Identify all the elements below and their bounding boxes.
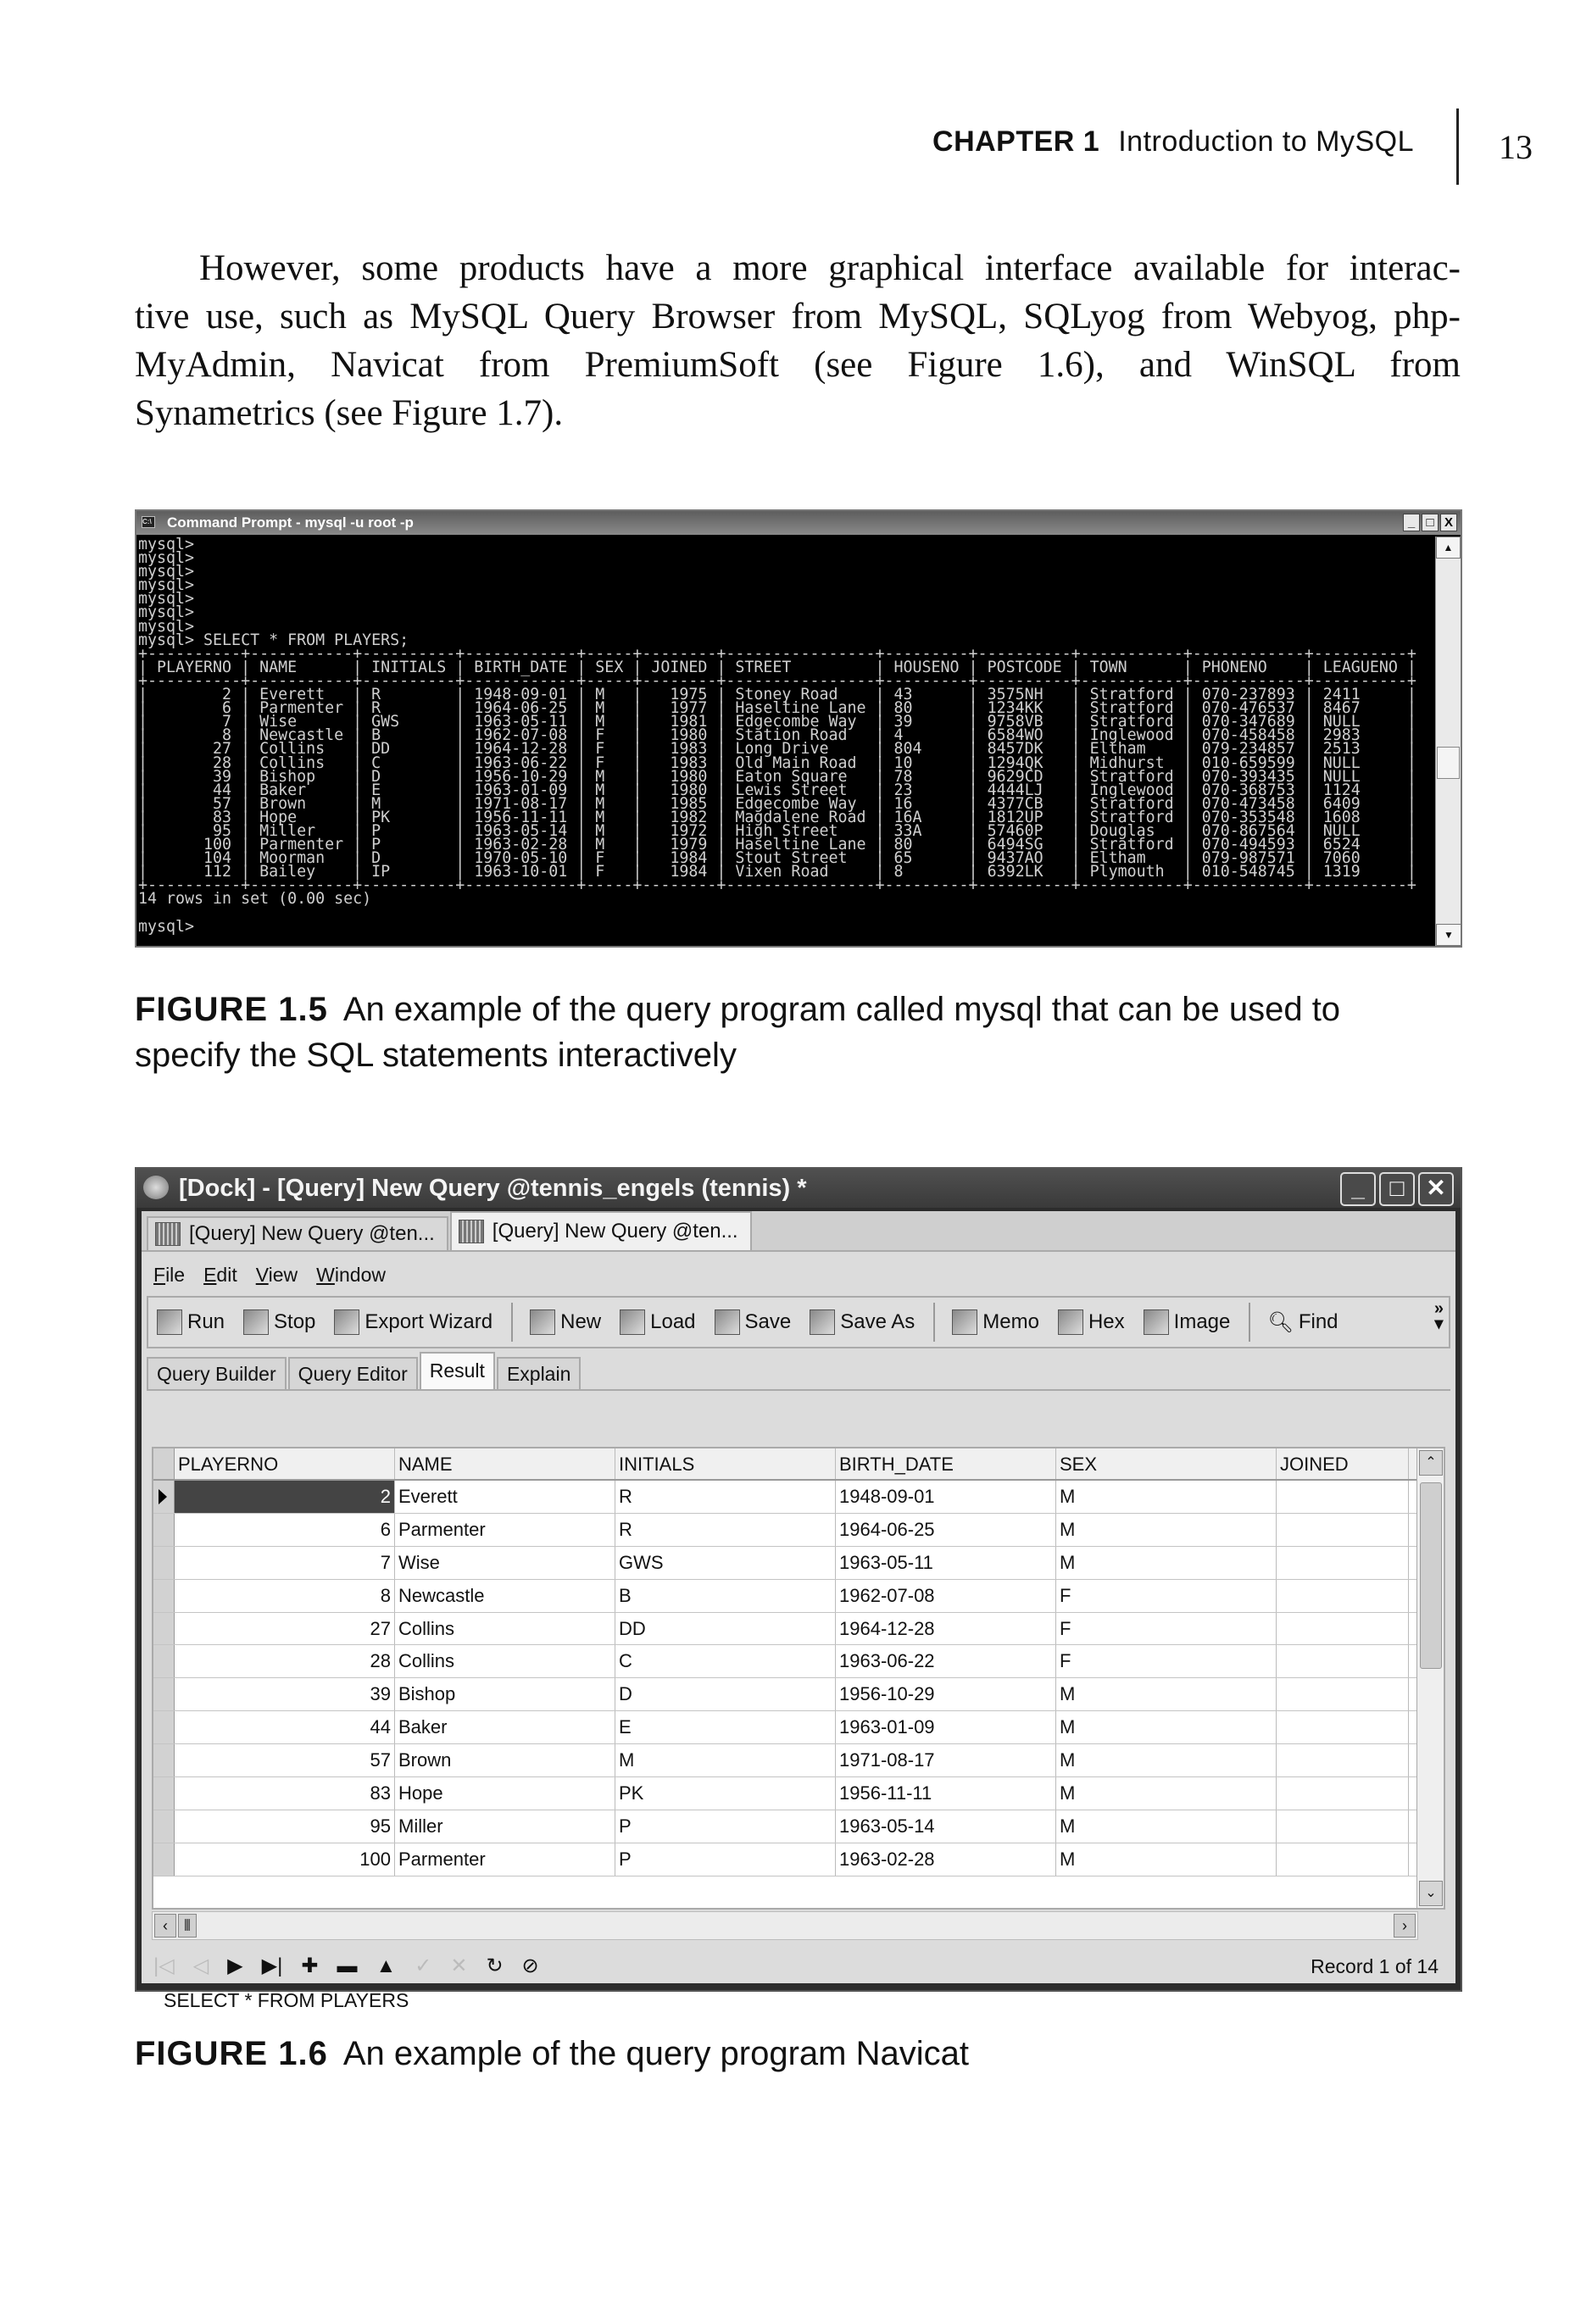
table-row: | 2 | Everett | R | 1948-09-01 | M | 1975 | Stoney Road | 43 | 3575NH | Stratford | 070-237893 | 2411 | bbox=[138, 686, 1416, 704]
label: New bbox=[560, 1310, 602, 1333]
body-paragraph bbox=[135, 244, 1461, 437]
cell-initials[interactable]: M bbox=[615, 1744, 836, 1776]
table-row[interactable] bbox=[153, 1514, 1444, 1547]
toolbar-overflow-button[interactable] bbox=[1434, 1301, 1444, 1332]
paragraph-line: Synametrics (see Figure 1.7). bbox=[135, 393, 564, 433]
scroll-right-icon[interactable]: › bbox=[1394, 1914, 1416, 1938]
document-tabs bbox=[142, 1211, 1455, 1252]
menu-bar bbox=[142, 1252, 1455, 1287]
separator bbox=[933, 1303, 935, 1342]
cell-birth_date[interactable]: 1962-07-08 bbox=[836, 1580, 1056, 1612]
cell-birth_date[interactable]: 1963-01-09 bbox=[836, 1711, 1056, 1743]
cell-playerno[interactable]: 44 bbox=[175, 1711, 395, 1743]
paragraph-line: However, some products have a more graphical interface available for interac- bbox=[199, 248, 1461, 288]
cell-joined[interactable] bbox=[1277, 1547, 1409, 1579]
label: Find bbox=[1298, 1310, 1338, 1333]
scroll-thumb[interactable]: ⦀ bbox=[178, 1914, 197, 1938]
figure-caption bbox=[135, 987, 1340, 1078]
chapter-title: Introduction to MySQL bbox=[1118, 125, 1414, 158]
grid-header bbox=[153, 1448, 1444, 1481]
cell-playerno[interactable]: 57 bbox=[175, 1744, 395, 1776]
cell-birth_date[interactable]: 1963-05-14 bbox=[836, 1810, 1056, 1843]
cell-joined[interactable] bbox=[1277, 1711, 1409, 1743]
save-as-icon bbox=[810, 1309, 835, 1335]
tab-result[interactable]: Result bbox=[420, 1352, 495, 1389]
tab-label: [Query] New Query @ten... bbox=[189, 1222, 435, 1245]
caption-text: An example of the query program called mysql that can be used to bbox=[342, 991, 1341, 1028]
table-row[interactable] bbox=[153, 1613, 1444, 1646]
console-prompt: mysql> bbox=[138, 537, 195, 553]
window-title: [Dock] - [Query] New Query @tennis_engels (tennis) * bbox=[179, 1175, 807, 1202]
doc-tab[interactable] bbox=[147, 1216, 448, 1250]
cell-playerno[interactable]: 8 bbox=[175, 1580, 395, 1612]
cell-playerno[interactable]: 83 bbox=[175, 1777, 395, 1810]
table-row: | 7 | Wise | GWS | 1963-05-11 | M | 1981 | Edgecombe Way | 39 | 9758VB | Stratford | 070-347689 | NULL | bbox=[138, 713, 1416, 731]
cell-name[interactable]: Parmenter bbox=[395, 1514, 615, 1546]
cell-playerno[interactable]: 7 bbox=[175, 1547, 395, 1579]
cell-birth_date[interactable]: 1963-06-22 bbox=[836, 1645, 1056, 1677]
table-row[interactable] bbox=[153, 1843, 1444, 1876]
horizontal-scrollbar[interactable] bbox=[152, 1911, 1418, 1940]
column-header-name[interactable]: NAME bbox=[395, 1448, 615, 1479]
stop-button[interactable] bbox=[243, 1309, 315, 1335]
cell-initials[interactable]: P bbox=[615, 1810, 836, 1843]
cell-playerno[interactable]: 95 bbox=[175, 1810, 395, 1843]
table-row[interactable] bbox=[153, 1645, 1444, 1678]
save-as-button[interactable] bbox=[810, 1309, 915, 1335]
header-divider bbox=[1456, 108, 1459, 185]
console-output[interactable] bbox=[136, 537, 1433, 946]
row-indicator[interactable] bbox=[153, 1580, 175, 1612]
scroll-thumb[interactable] bbox=[1420, 1482, 1442, 1669]
scroll-down-icon[interactable]: ⌄ bbox=[1419, 1881, 1443, 1906]
save-button[interactable] bbox=[715, 1309, 792, 1335]
cell-sex[interactable]: F bbox=[1056, 1613, 1277, 1645]
cell-sex[interactable]: M bbox=[1056, 1843, 1277, 1876]
row-indicator[interactable] bbox=[153, 1711, 175, 1743]
cell-joined[interactable] bbox=[1277, 1645, 1409, 1677]
column-header-joined[interactable]: JOINED bbox=[1277, 1448, 1409, 1479]
table-row: | 27 | Collins | DD | 1964-12-28 | F | 1983 | Long Drive | 804 | 8457DK | Eltham | 079-234857 | 2513 | bbox=[138, 740, 1416, 759]
cell-initials[interactable]: R bbox=[615, 1514, 836, 1546]
console-prompt: mysql> bbox=[138, 917, 195, 936]
cell-joined[interactable] bbox=[1277, 1580, 1409, 1612]
cell-playerno[interactable]: 39 bbox=[175, 1678, 395, 1710]
cell-sex[interactable]: M bbox=[1056, 1777, 1277, 1810]
cell-birth_date[interactable]: 1956-11-11 bbox=[836, 1777, 1056, 1810]
cell-sex[interactable]: F bbox=[1056, 1580, 1277, 1612]
post-record-icon[interactable]: ✓ bbox=[415, 1954, 432, 1977]
title-bar[interactable] bbox=[136, 511, 1461, 535]
tab-explain[interactable]: Explain bbox=[497, 1357, 581, 1389]
cancel-record-icon[interactable]: ✕ bbox=[450, 1954, 468, 1977]
table-row: | 28 | Collins | C | 1963-06-22 | F | 1983 | Old Main Road | 10 | 1294QK | Midhurst | 010-659599 | NULL | bbox=[138, 753, 1416, 772]
row-indicator[interactable] bbox=[153, 1678, 175, 1710]
stop-icon bbox=[243, 1309, 269, 1335]
table-row[interactable] bbox=[153, 1777, 1444, 1810]
toolbar bbox=[147, 1296, 1450, 1348]
cell-sex[interactable]: M bbox=[1056, 1744, 1277, 1776]
blank-line bbox=[138, 907, 1432, 920]
cell-name[interactable]: Newcastle bbox=[395, 1580, 615, 1612]
cell-birth_date[interactable]: 1964-12-28 bbox=[836, 1613, 1056, 1645]
scroll-up-icon[interactable]: ▲ bbox=[1436, 537, 1461, 559]
cell-joined[interactable] bbox=[1277, 1514, 1409, 1546]
grid-vertical-scrollbar[interactable] bbox=[1416, 1448, 1444, 1908]
cell-playerno[interactable]: 2 bbox=[175, 1481, 395, 1513]
label: Memo bbox=[982, 1310, 1039, 1333]
column-header-initials[interactable]: INITIALS bbox=[615, 1448, 836, 1479]
find-button[interactable] bbox=[1267, 1310, 1338, 1335]
label: Image bbox=[1173, 1310, 1231, 1333]
minimize-button[interactable]: _ bbox=[1403, 514, 1420, 531]
command-prompt-window bbox=[135, 509, 1462, 948]
cell-playerno[interactable]: 27 bbox=[175, 1613, 395, 1645]
navicat-window bbox=[135, 1167, 1462, 2011]
cell-name[interactable]: Collins bbox=[395, 1613, 615, 1645]
label: Run bbox=[187, 1310, 225, 1333]
cell-name[interactable]: Wise bbox=[395, 1547, 615, 1579]
cell-initials[interactable]: R bbox=[615, 1481, 836, 1513]
folder-icon bbox=[620, 1309, 645, 1335]
caption-text: An example of the query program Navicat bbox=[342, 2035, 969, 2072]
cell-initials[interactable]: B bbox=[615, 1580, 836, 1612]
cell-name[interactable]: Collins bbox=[395, 1645, 615, 1677]
column-header-sex[interactable]: SEX bbox=[1056, 1448, 1277, 1479]
table-row: | 100 | Parmenter | P | 1963-02-28 | M | 1979 | Haseltine Lane | 80 | 6494SG | Stratford | 070-494593 | 6524 | bbox=[138, 836, 1416, 854]
cell-joined[interactable] bbox=[1277, 1678, 1409, 1710]
hex-icon bbox=[1058, 1309, 1083, 1335]
title-bar[interactable] bbox=[136, 1169, 1461, 1208]
table-row: | 83 | Hope | PK | 1956-11-11 | M | 1982 | Magdalene Road | 16A | 1812UP | Stratford | 070-353548 | 1608 | bbox=[138, 808, 1416, 826]
edit-record-icon[interactable]: ▲ bbox=[376, 1954, 397, 1977]
separator bbox=[511, 1303, 513, 1342]
close-button[interactable]: X bbox=[1440, 514, 1457, 531]
cell-name[interactable]: Everett bbox=[395, 1481, 615, 1513]
figure-label: FIGURE 1.5 bbox=[135, 991, 328, 1028]
export-icon bbox=[334, 1309, 359, 1335]
cell-birth_date[interactable]: 1963-02-28 bbox=[836, 1843, 1056, 1876]
table-row: | 39 | Bishop | D | 1956-10-29 | M | 1980 | Eaton Square | 78 | 9629CD | Stratford | 070-393435 | NULL | bbox=[138, 767, 1416, 786]
console-icon: C:\ bbox=[142, 516, 155, 528]
query-icon bbox=[459, 1220, 484, 1243]
maximize-button[interactable]: □ bbox=[1422, 514, 1439, 531]
cell-birth_date[interactable]: 1963-05-11 bbox=[836, 1547, 1056, 1579]
console-command: mysql> SELECT * FROM PLAYERS; bbox=[138, 631, 409, 649]
cell-sex[interactable]: F bbox=[1056, 1645, 1277, 1677]
row-indicator[interactable] bbox=[153, 1645, 175, 1677]
cell-playerno[interactable]: 28 bbox=[175, 1645, 395, 1677]
label: Stop bbox=[274, 1310, 316, 1333]
console-prompt: mysql> bbox=[138, 576, 195, 595]
cell-initials[interactable]: C bbox=[615, 1645, 836, 1677]
label: Load bbox=[650, 1310, 696, 1333]
table-row[interactable] bbox=[153, 1481, 1444, 1514]
cell-name[interactable]: Parmenter bbox=[395, 1843, 615, 1876]
table-row[interactable] bbox=[153, 1810, 1444, 1843]
record-navigator bbox=[153, 1954, 539, 1978]
floppy-icon bbox=[715, 1309, 740, 1335]
view-tabs bbox=[147, 1354, 1450, 1391]
run-icon bbox=[157, 1309, 182, 1335]
table-border: +----------+-----------+----------+------------+-----+--------+----------------+---------+----------+-----------+------------+----------+ bbox=[138, 876, 1416, 895]
magnifier-icon: 🔍︎ bbox=[1267, 1310, 1294, 1334]
table-row[interactable] bbox=[153, 1678, 1444, 1711]
stop-record-icon[interactable]: ⊘ bbox=[521, 1954, 539, 1977]
hex-button[interactable] bbox=[1058, 1309, 1125, 1335]
cell-playerno[interactable]: 6 bbox=[175, 1514, 395, 1546]
scroll-down-icon[interactable]: ▼ bbox=[1436, 924, 1461, 946]
table-row: | 112 | Bailey | IP | 1963-10-01 | F | 1984 | Vixen Road | 8 | 6392LK | Plymouth | 010-548745 | 1319 | bbox=[138, 863, 1416, 881]
page-number: 13 bbox=[1499, 128, 1533, 166]
minimize-button[interactable]: _ bbox=[1340, 1172, 1376, 1206]
label: Save bbox=[744, 1310, 792, 1333]
figure-caption bbox=[135, 2031, 969, 2077]
table-row: | 57 | Brown | M | 1971-08-17 | M | 1985 | Edgecombe Way | 16 | 4377CB | Stratford | 070-473458 | 6409 | bbox=[138, 794, 1416, 813]
result-summary: 14 rows in set (0.00 sec) bbox=[138, 890, 372, 909]
row-indicator[interactable] bbox=[153, 1613, 175, 1645]
tab-label: [Query] New Query @ten... bbox=[492, 1220, 738, 1243]
close-button[interactable]: ✕ bbox=[1418, 1172, 1454, 1206]
table-row: | 104 | Moorman | D | 1970-05-10 | F | 1984 | Stout Street | 65 | 9437AO | Eltham | 079-987571 | 7060 | bbox=[138, 849, 1416, 868]
doc-tab-active[interactable] bbox=[450, 1211, 752, 1250]
window-title: Command Prompt - mysql -u root -p bbox=[167, 514, 414, 531]
export-wizard-button[interactable] bbox=[334, 1309, 493, 1335]
tab-query-builder[interactable]: Query Builder bbox=[147, 1357, 287, 1389]
menu-edit[interactable]: Edit bbox=[203, 1264, 237, 1286]
chapter-label: CHAPTER 1 bbox=[932, 125, 1100, 158]
column-header-birth_date[interactable]: BIRTH_DATE bbox=[836, 1448, 1056, 1479]
current-row-indicator[interactable] bbox=[153, 1481, 175, 1513]
memo-button[interactable] bbox=[952, 1309, 1039, 1335]
row-indicator[interactable] bbox=[153, 1810, 175, 1843]
cell-birth_date[interactable]: 1964-06-25 bbox=[836, 1514, 1056, 1546]
cell-joined[interactable] bbox=[1277, 1777, 1409, 1810]
cell-joined[interactable] bbox=[1277, 1613, 1409, 1645]
cell-name[interactable]: Baker bbox=[395, 1711, 615, 1743]
dropdown-icon: ▾ bbox=[1434, 1315, 1444, 1333]
table-row: | 8 | Newcastle | B | 1962-07-08 | F | 1980 | Station Road | 4 | 6584WO | Inglewood | 070-458458 | 2983 | bbox=[138, 726, 1416, 745]
cell-joined[interactable] bbox=[1277, 1744, 1409, 1776]
new-button[interactable] bbox=[530, 1309, 601, 1335]
prior-record-icon[interactable]: ◁ bbox=[192, 1954, 209, 1977]
scroll-thumb[interactable] bbox=[1437, 747, 1460, 779]
cell-sex[interactable]: M bbox=[1056, 1514, 1277, 1546]
row-indicator[interactable] bbox=[153, 1547, 175, 1579]
cell-sex[interactable]: M bbox=[1056, 1711, 1277, 1743]
table-row: | 6 | Parmenter | R | 1964-06-25 | M | 1977 | Haseltine Lane | 80 | 1234KK | Stratford | 070-476537 | 8467 | bbox=[138, 699, 1416, 718]
console-prompt: mysql> bbox=[138, 617, 195, 636]
row-indicator[interactable] bbox=[153, 1514, 175, 1546]
first-record-icon[interactable]: |◁ bbox=[153, 1954, 175, 1977]
tab-query-editor[interactable]: Query Editor bbox=[288, 1357, 418, 1389]
cell-sex[interactable]: M bbox=[1056, 1810, 1277, 1843]
run-button[interactable] bbox=[157, 1309, 225, 1335]
cell-initials[interactable]: GWS bbox=[615, 1547, 836, 1579]
table-row[interactable] bbox=[153, 1744, 1444, 1777]
scroll-left-icon[interactable]: ‹ bbox=[154, 1914, 176, 1938]
app-icon bbox=[143, 1176, 169, 1199]
cell-initials[interactable]: P bbox=[615, 1843, 836, 1876]
menu-view[interactable]: View bbox=[255, 1264, 298, 1286]
cell-name[interactable]: Hope bbox=[395, 1777, 615, 1810]
cell-joined[interactable] bbox=[1277, 1481, 1409, 1513]
cell-sex[interactable]: M bbox=[1056, 1547, 1277, 1579]
console-prompt: mysql> bbox=[138, 603, 195, 622]
maximize-button[interactable]: □ bbox=[1379, 1172, 1415, 1206]
vertical-scrollbar[interactable] bbox=[1435, 537, 1461, 946]
row-indicator[interactable] bbox=[153, 1744, 175, 1776]
label: Save As bbox=[840, 1310, 916, 1333]
cell-sex[interactable]: M bbox=[1056, 1678, 1277, 1710]
console-prompt: mysql> bbox=[138, 563, 195, 581]
next-record-icon[interactable]: ▶ bbox=[227, 1954, 243, 1977]
memo-icon bbox=[952, 1309, 977, 1335]
console-prompt: mysql> bbox=[138, 590, 195, 609]
row-indicator[interactable] bbox=[153, 1843, 175, 1876]
paragraph-line: tive use, such as MySQL Query Browser from MySQL, SQLyog from Webyog, php- bbox=[135, 297, 1461, 336]
image-button[interactable] bbox=[1144, 1309, 1231, 1335]
cell-joined[interactable] bbox=[1277, 1810, 1409, 1843]
cell-birth_date[interactable]: 1971-08-17 bbox=[836, 1744, 1056, 1776]
figure-label: FIGURE 1.6 bbox=[135, 2035, 328, 2072]
cell-name[interactable]: Miller bbox=[395, 1810, 615, 1843]
table-header: | PLAYERNO | NAME | INITIALS | BIRTH_DATE | SEX | JOINED | STREET | HOUSENO | POSTCODE | TOWN | PHONENO | LEAGUENO | bbox=[138, 658, 1416, 676]
running-header bbox=[932, 125, 1414, 158]
table-border: +----------+-----------+----------+------------+-----+--------+----------------+---------+----------+-----------+------------+----------+ bbox=[138, 671, 1416, 690]
cell-birth_date[interactable]: 1956-10-29 bbox=[836, 1678, 1056, 1710]
refresh-record-icon[interactable]: ↻ bbox=[486, 1954, 504, 1977]
menu-window[interactable]: Window bbox=[316, 1264, 386, 1286]
query-icon bbox=[155, 1222, 181, 1246]
cell-name[interactable]: Brown bbox=[395, 1744, 615, 1776]
cell-initials[interactable]: E bbox=[615, 1711, 836, 1743]
menu-file[interactable]: File bbox=[153, 1264, 186, 1286]
delete-record-icon[interactable]: ▬ bbox=[337, 1954, 358, 1977]
cell-birth_date[interactable]: 1948-09-01 bbox=[836, 1481, 1056, 1513]
row-indicator bbox=[153, 1448, 175, 1479]
table-row: | 95 | Miller | P | 1963-05-14 | M | 1972 | High Street | 33A | 57460P | Douglas | 070-867564 | NULL | bbox=[138, 821, 1416, 840]
row-indicator[interactable] bbox=[153, 1777, 175, 1810]
record-status: Record 1 of 14 bbox=[1311, 1955, 1439, 1977]
separator bbox=[1249, 1303, 1250, 1342]
paragraph-line: MyAdmin, Navicat from PremiumSoft (see Figure 1.6), and WinSQL from bbox=[135, 345, 1461, 385]
column-header-playerno[interactable]: PLAYERNO bbox=[175, 1448, 395, 1479]
cell-playerno[interactable]: 100 bbox=[175, 1843, 395, 1876]
cell-initials[interactable]: PK bbox=[615, 1777, 836, 1810]
image-icon bbox=[1144, 1309, 1169, 1335]
cell-initials[interactable]: DD bbox=[615, 1613, 836, 1645]
load-button[interactable] bbox=[620, 1309, 695, 1335]
table-row[interactable] bbox=[153, 1711, 1444, 1744]
cell-name[interactable]: Bishop bbox=[395, 1678, 615, 1710]
table-row[interactable] bbox=[153, 1547, 1444, 1580]
new-icon bbox=[530, 1309, 555, 1335]
last-record-icon[interactable]: ▶| bbox=[261, 1954, 283, 1977]
insert-record-icon[interactable]: ✚ bbox=[301, 1954, 319, 1977]
console-prompt: mysql> bbox=[138, 549, 195, 568]
sql-statement: SELECT * FROM PLAYERS bbox=[164, 1989, 409, 2011]
cell-initials[interactable]: D bbox=[615, 1678, 836, 1710]
table-row: | 44 | Baker | E | 1963-01-09 | M | 1980 | Lewis Street | 23 | 4444LJ | Inglewood | 070-368753 | 1124 | bbox=[138, 781, 1416, 799]
table-row[interactable] bbox=[153, 1580, 1444, 1613]
label: Hex bbox=[1088, 1310, 1125, 1333]
cell-joined[interactable] bbox=[1277, 1843, 1409, 1876]
scroll-up-icon[interactable]: ⌃ bbox=[1419, 1450, 1443, 1476]
table-border: +----------+-----------+----------+------------+-----+--------+----------------+---------+----------+-----------+------------+----------+ bbox=[138, 644, 1416, 663]
result-grid[interactable] bbox=[152, 1447, 1445, 1910]
label: Export Wizard bbox=[365, 1310, 493, 1333]
cell-sex[interactable]: M bbox=[1056, 1481, 1277, 1513]
caption-text: specify the SQL statements interactively bbox=[135, 1037, 737, 1074]
chevron-icon: » bbox=[1433, 1299, 1444, 1318]
